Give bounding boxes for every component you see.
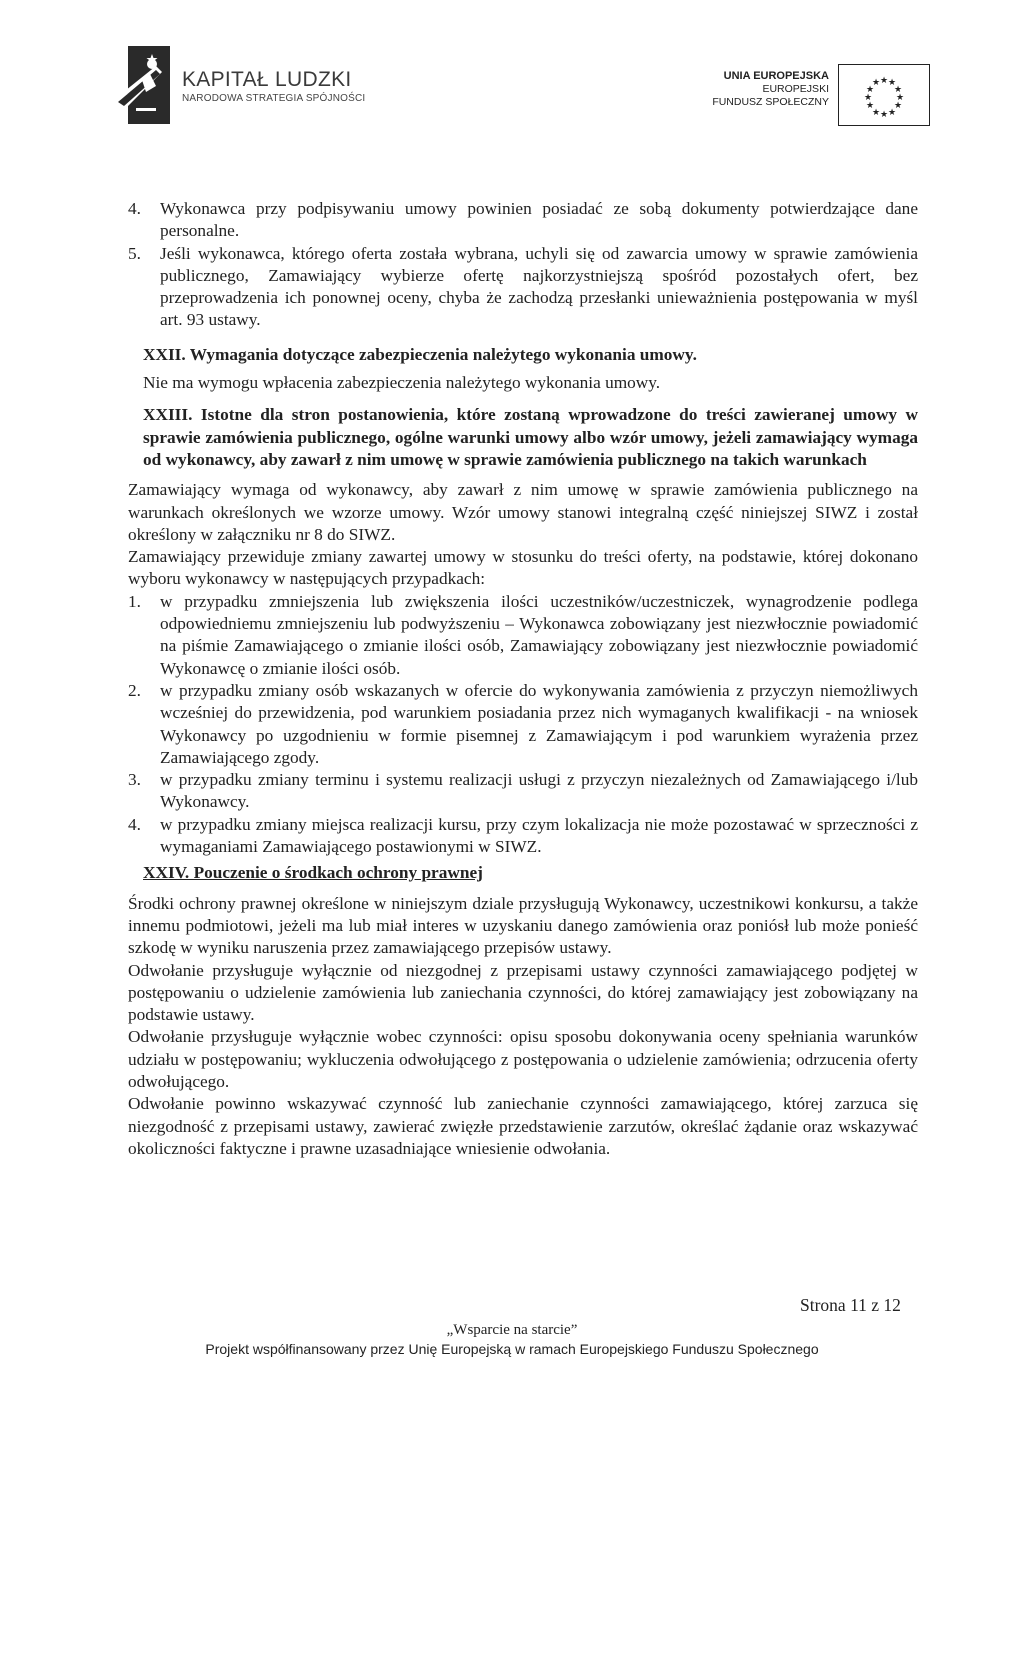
section-heading-xxiii: XXIII. Istotne dla stron postanowienia, które zostaną wprowadzone do treści zawieranej umowy w sprawie zamówienia publicznego, ogólne warunki umowy albo wzór umowy, jeżeli zamawiający wymaga od wykonawcy, aby zawarł z nim umowę w sprawie zamówienia publicznego na takich warunkach (143, 405, 918, 469)
section-xxiv-para-4: Odwołanie powinno wskazywać czynność lub zaniechanie czynności zamawiającego, której zarzuca się niezgodność z przepisami ustawy, zawierać zwięzłe przedstawienie zarzutów, określać żądanie oraz wskazywać okoliczności faktyczne i prawne uzasadniające wniesienie odwołania. (128, 1094, 918, 1158)
svg-text:★: ★ (887, 108, 897, 118)
list-text: Jeśli wykonawca, którego oferta została wybrana, uchyli się od zawarcia umowy w sprawie zamówienia publicznego, Zamawiający wybierze ofertę najkorzystniejszą spośród pozostałych ofert, bez przeprowadzenia ich ponownej oceny, chyba że zachodzą przesłanki unieważnienia postępowania w myśl art. 93 ustawy. (160, 243, 918, 330)
page-number: Strona 11 z 12 (800, 1295, 901, 1315)
svg-text:★: ★ (871, 108, 881, 118)
page-header (0, 40, 1024, 130)
svg-text:★: ★ (865, 101, 875, 111)
svg-text:★: ★ (871, 78, 881, 88)
eu-text-block (712, 70, 829, 109)
svg-text:★: ★ (893, 85, 903, 95)
svg-text:★: ★ (895, 93, 905, 103)
svg-text:★: ★ (887, 78, 897, 88)
list-text: Wykonawca przy podpisywaniu umowy powinien posiadać ze sobą dokumenty potwierdzające dane personalne. (160, 199, 918, 241)
list-text: w przypadku zmiany miejsca realizacji kursu, przy czym lokalizacja nie może pozostawać w sprzeczności z wymaganiami Zamawiającego postawionymi w SIWZ. (160, 814, 918, 857)
kapital-ludzki-subtitle: NARODOWA STRATEGIA SPÓJNOŚCI (182, 93, 366, 104)
list-number: 1. (128, 591, 141, 611)
list-item (128, 243, 918, 332)
section-xxiv-para-2: Odwołanie przysługuje wyłącznie od niezgodnej z przepisami ustawy czynności zamawiającego podjętej w postępowaniu o udzielenie zamówienia lub zaniechania czynności, do której zamawiający jest zobowiązany na podstawie ustawy. (128, 960, 918, 1025)
svg-text:★: ★ (865, 85, 875, 95)
section-heading-xxiv: XXIV. Pouczenie o środkach ochrony prawnej (143, 863, 483, 883)
section-xxiii-para-2: Zamawiający przewiduje zmiany zawartej umowy w stosunku do treści oferty, na podstawie, której dokonano wyboru wykonawcy w następujących przypadkach: (128, 547, 918, 589)
list-number: 4. (128, 814, 141, 834)
list-item (128, 591, 918, 680)
section-xxiv-para-1: Środki ochrony prawnej określone w niniejszym dziale przysługują Wykonawcy, uczestnikowi konkursu, a także innemu podmiotowi, jeżeli ma lub miał interes w uzyskaniu danego zamówienia oraz poniósł lub może ponieść szkodę w wyniku naruszenia przez zamawiającego przepisów ustawy. (128, 893, 918, 958)
eu-line-2: EUROPEJSKI (762, 83, 829, 95)
list-item (128, 680, 918, 769)
svg-text:★: ★ (893, 101, 903, 111)
cofinance-note: Projekt współfinansowany przez Unię Europejską w ramach Europejskiego Funduszu Społecznego (205, 1341, 819, 1357)
section-xxii-text: Nie ma wymogu wpłacenia zabezpieczenia należytego wykonania umowy. (143, 373, 661, 393)
list-item (128, 814, 918, 859)
list-number: 2. (128, 680, 141, 700)
kapital-ludzki-title: KAPITAŁ LUDZKI (182, 68, 352, 91)
list-text: w przypadku zmiany osób wskazanych w ofercie do wykonywania zamówienia z przyczyn niemożliwych wcześniej do przewidzenia, pod warunkiem posiadania przez nich wymaganych kwalifikacji - na wniosek Wykonawcy po uzgodnieniu w formie pisemnej z Zamawiającym i pod warunkiem wyrażenia przez Zamawiającego zgody. (160, 680, 918, 767)
eu-line-1: UNIA EUROPEJSKA (723, 70, 829, 82)
list-text: w przypadku zmiany terminu i systemu realizacji usługi z przyczyn niezależnych od Zamawiającego i/lub Wykonawcy. (160, 770, 918, 812)
svg-text:★: ★ (879, 76, 889, 86)
eu-flag-icon (838, 64, 930, 126)
section-heading-xxii: XXII. Wymagania dotyczące zabezpieczenia należytego wykonania umowy. (143, 344, 697, 364)
list-number: 5. (128, 243, 141, 263)
list-text: w przypadku zmniejszenia lub zwiększenia ilości uczestników/uczestniczek, wynagrodzenie podlega odpowiedniemu zmniejszeniu lub podwyższeniu – Wykonawca zobowiązany jest niezwłocznie powiadomić na piśmie Zamawiającego o zmianie ilości osób, Zamawiający zobowiązany jest niezwłocznie powiadomić Wykonawcę o zmianie ilości osób. (160, 591, 918, 678)
list-number: 4. (128, 199, 141, 218)
list-item (128, 198, 918, 243)
list-item (128, 769, 918, 814)
document-body (128, 198, 918, 1160)
list-number: 3. (128, 770, 141, 790)
kapital-ludzki-logo (116, 46, 178, 124)
eu-line-3: FUNDUSZ SPOŁECZNY (712, 96, 829, 108)
project-title: „Wsparcie na starcie” (446, 1322, 578, 1338)
svg-text:★: ★ (879, 110, 889, 120)
section-xxiv-para-3: Odwołanie przysługuje wyłącznie wobec czynności: opisu sposobu dokonywania oceny spełniania warunków udziału w postępowaniu; wykluczenia odwołującego z postępowania o udzielenie zamówienia; odrzucenia oferty odwołującego. (128, 1027, 918, 1091)
svg-text:★: ★ (863, 93, 873, 103)
section-xxiii-para-1: Zamawiający wymaga od wykonawcy, aby zawarł z nim umowę w sprawie zamówienia publicznego na warunkach określonych we wzorze umowy. Wzór umowy stanowi integralną część niniejszej SIWZ i został określony w załączniku nr 8 do SIWZ. (128, 480, 918, 544)
